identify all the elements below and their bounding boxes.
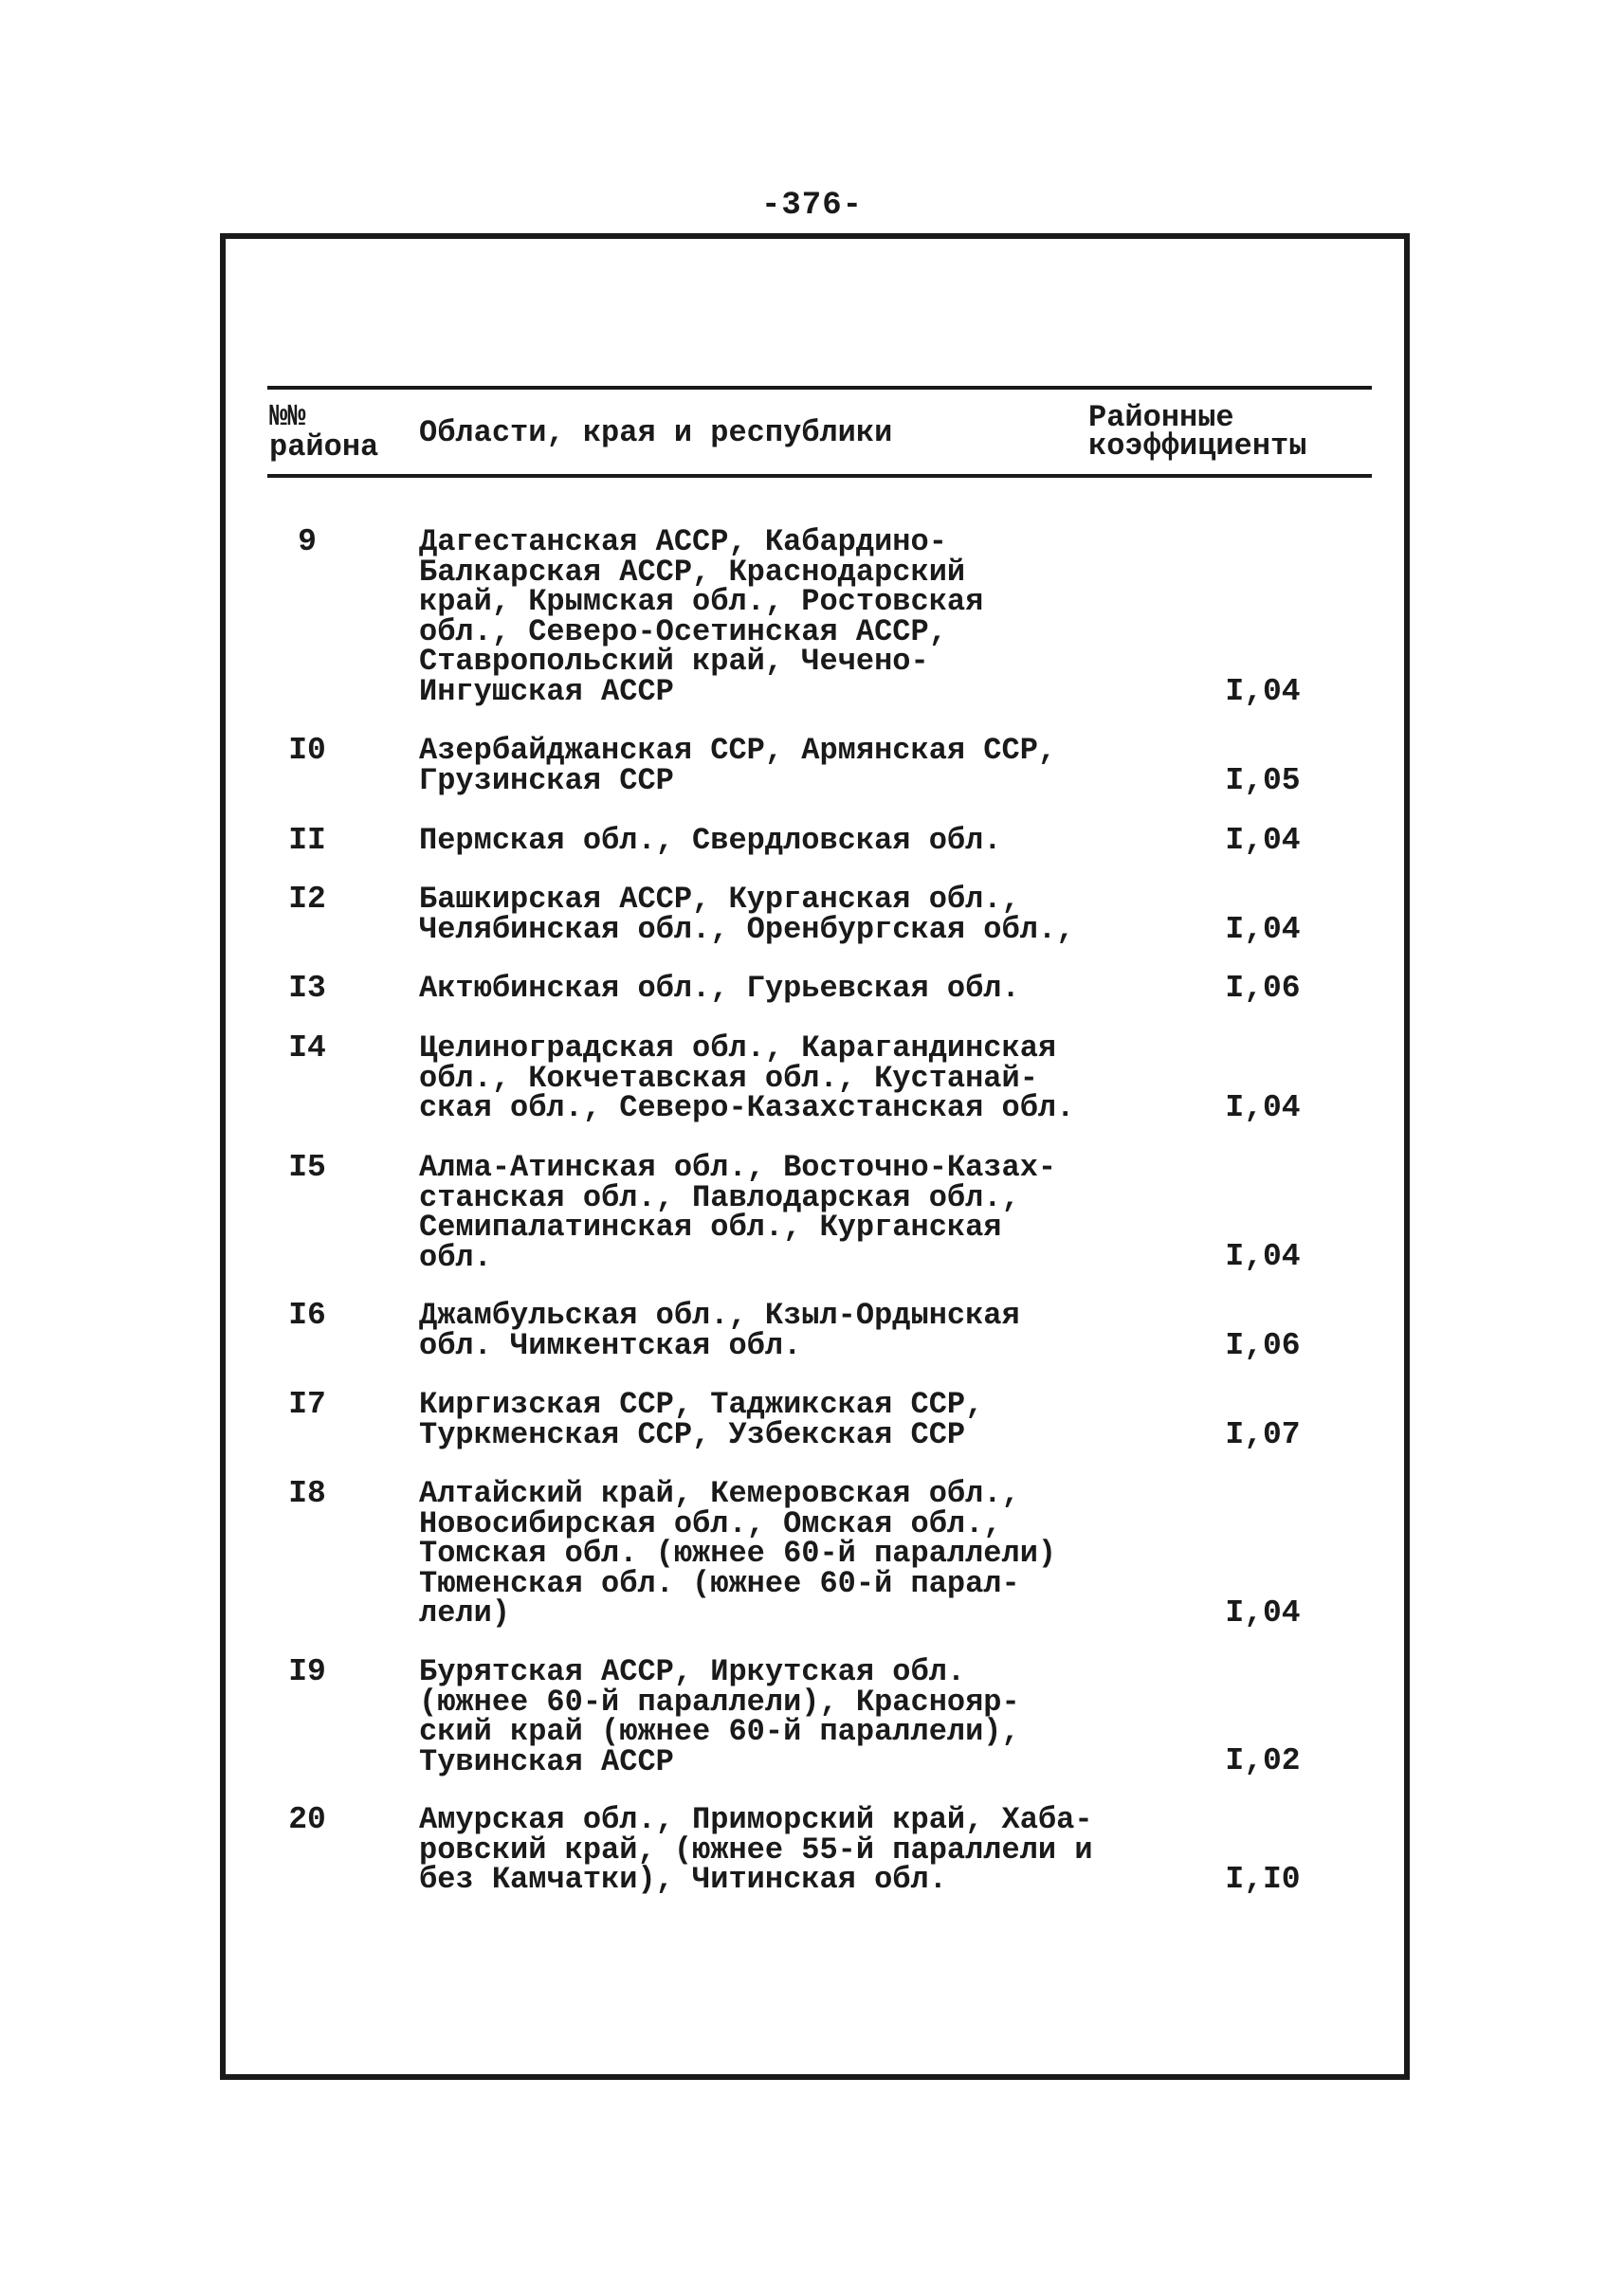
- district-coefficient: I,07: [1225, 1417, 1301, 1452]
- header-coefficient-line2: коэффициенты: [1088, 428, 1307, 464]
- district-regions: Джамбульская обл., Кзыл-Ордынская обл. Чимкентская обл.: [419, 1298, 1020, 1363]
- header-top-rule: [267, 386, 1372, 390]
- district-coefficient: I,I0: [1225, 1862, 1301, 1897]
- header-number-word: района: [269, 429, 379, 465]
- header-regions: Области, края и республики: [419, 415, 893, 450]
- district-number: 9: [298, 524, 317, 559]
- district-coefficient: I,06: [1225, 1328, 1301, 1363]
- district-regions: Бурятская АССР, Иркутская обл. (южнее 60-й параллели), Краснояр- ский край (южнее 60-й параллели), Тувинская АССР: [419, 1654, 1020, 1779]
- district-number: I3: [288, 971, 326, 1006]
- district-coefficient: I,05: [1225, 763, 1301, 798]
- district-coefficient: I,04: [1225, 1090, 1301, 1125]
- district-number: I2: [288, 882, 326, 917]
- page-number: -376-: [760, 188, 864, 224]
- district-number: II: [288, 823, 326, 858]
- header-coefficient-line1: Районные: [1088, 400, 1234, 435]
- district-regions: Пермская обл., Свердловская обл.: [419, 823, 1002, 858]
- district-regions: Киргизская ССР, Таджикская ССР, Туркменская ССР, Узбекская ССР: [419, 1387, 984, 1452]
- district-regions: Азербайджанская ССР, Армянская ССР, Грузинская ССР: [419, 733, 1057, 798]
- district-number: I4: [288, 1030, 326, 1066]
- district-regions: Амурская обл., Приморский край, Хаба- ровский край, (южнее 55-й параллели и без Камчатки), Читинская обл.: [419, 1802, 1093, 1897]
- district-coefficient: I,02: [1225, 1743, 1301, 1778]
- district-regions: Целиноградская обл., Карагандинская обл., Кокчетавская обл., Кустанай- ская обл., Северо-Казахстанская обл.: [419, 1030, 1075, 1125]
- district-number: I6: [288, 1298, 326, 1333]
- district-coefficient: I,04: [1225, 912, 1301, 947]
- district-regions: Алтайский край, Кемеровская обл., Новосибирская обл., Омская обл., Томская обл. (южнее 60-й параллели) Тюменская обл. (южнее 60-й парал- лели): [419, 1476, 1057, 1631]
- district-regions: Алма-Атинская обл., Восточно-Казах- станская обл., Павлодарская обл., Семипалатинская обл., Курганская обл.: [419, 1150, 1057, 1275]
- district-number: I8: [288, 1476, 326, 1511]
- district-regions: Башкирская АССР, Курганская обл., Челябинская обл., Оренбургская обл.,: [419, 882, 1075, 947]
- header-bottom-rule: [267, 474, 1372, 478]
- district-number: I5: [288, 1150, 326, 1185]
- district-regions: Дагестанская АССР, Кабардино- Балкарская АССР, Краснодарский край, Крымская обл., Ростовская обл., Северо-Осетинская АССР, Ставропольский край, Чечено- Ингушская АССР: [419, 524, 984, 709]
- district-number: I0: [288, 733, 326, 768]
- header-number-symbol: №№: [269, 399, 306, 434]
- district-coefficient: I,04: [1225, 1239, 1301, 1274]
- district-number: 20: [288, 1802, 326, 1837]
- district-coefficient: I,04: [1225, 674, 1301, 709]
- district-coefficient: I,04: [1225, 1595, 1301, 1631]
- district-coefficient: I,06: [1225, 971, 1301, 1006]
- district-coefficient: I,04: [1225, 823, 1301, 858]
- district-number: I9: [288, 1654, 326, 1689]
- district-number: I7: [288, 1387, 326, 1422]
- district-regions: Актюбинская обл., Гурьевская обл.: [419, 971, 1020, 1006]
